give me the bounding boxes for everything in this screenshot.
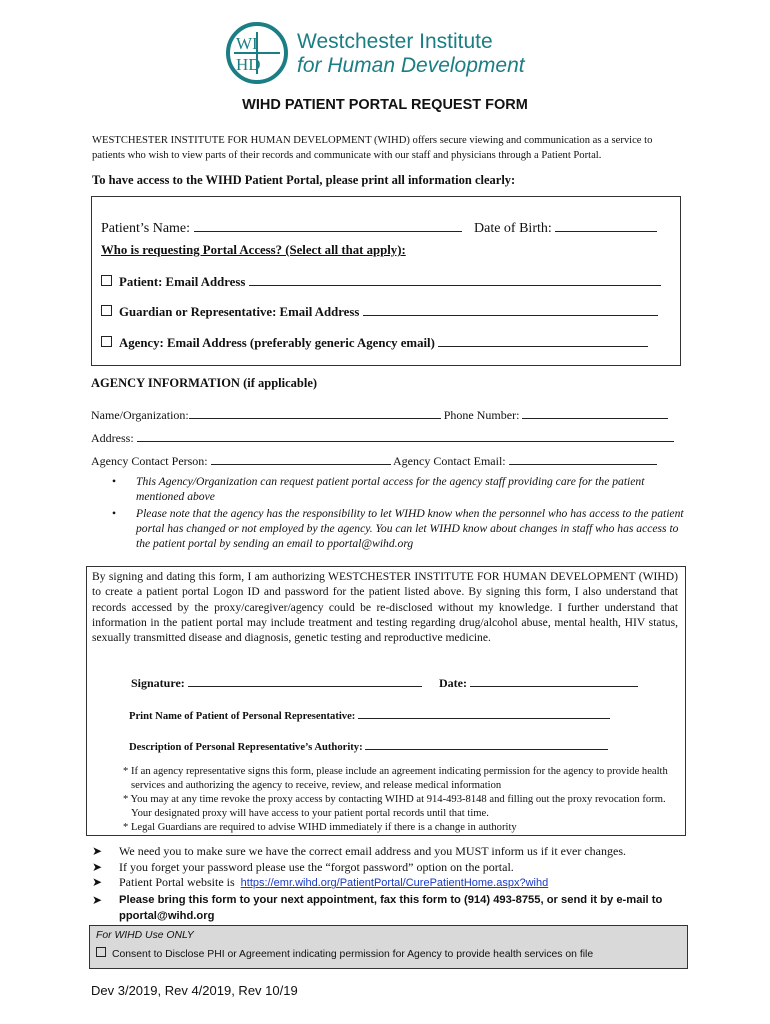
logo-name-line1: Westchester Institute (297, 30, 493, 53)
authority-field[interactable] (365, 737, 608, 750)
signature-row (131, 674, 422, 691)
guardian-email-field[interactable] (363, 303, 658, 316)
agency-contact-field[interactable] (211, 452, 391, 465)
note-bring-form: Please bring this form to your next appointment, fax this form to (914) 493-8755, or send it by e-mail to pportal@wihd.org (119, 894, 663, 923)
note-website-label: Patient Portal website is (119, 875, 235, 890)
bullet-icon: • (112, 475, 117, 488)
agency-notes (112, 474, 684, 551)
agency-phone-field[interactable] (522, 406, 668, 419)
bullet-icon: • (112, 507, 117, 520)
logo-monogram-bottom: HD (236, 55, 261, 74)
office-use-title: For WIHD Use ONLY (96, 930, 194, 941)
office-consent-checkbox[interactable] (96, 947, 106, 957)
form-title: WIHD PATIENT PORTAL REQUEST FORM (242, 97, 528, 113)
authority-label: Description of Personal Representative’s Authority: (129, 742, 363, 753)
arrow-bullet-icon: ➤ (92, 893, 103, 908)
agency-note-1: This Agency/Organization can request patient portal access for the agency staff providing care for the patient mentioned above (136, 475, 645, 503)
arrow-bullet-icon: ➤ (92, 875, 103, 890)
guardian-checkbox[interactable] (101, 305, 112, 316)
list-item (112, 506, 684, 551)
patient-name-row (101, 219, 462, 237)
patient-info-box (91, 196, 681, 366)
portal-website-link[interactable]: https://emr.wihd.org/PatientPortal/CurePatientHome.aspx?wihd (240, 877, 549, 890)
agency-checkbox[interactable] (101, 336, 112, 347)
consent-footnotes (123, 765, 683, 835)
list-item (112, 474, 684, 504)
agency-email-field[interactable] (438, 334, 648, 347)
office-use-item-label: Consent to Disclose PHI or Agreement indicating permission for Agency to provide health services on file (112, 949, 594, 960)
arrow-bullet-icon: ➤ (92, 844, 103, 858)
logo-emblem (226, 22, 290, 84)
date-row (439, 674, 638, 691)
print-name-row (129, 706, 610, 722)
print-name-field[interactable] (358, 706, 610, 719)
instruction-text: To have access to the WIHD Patient Portal, please print all information clearly: (92, 173, 516, 187)
intro-paragraph: WESTCHESTER INSTITUTE FOR HUMAN DEVELOPMENT (WIHD) offers secure viewing and communication as a service to patients who wish to view parts of their records and communicate with our staff and physicians through a Patient Portal. (92, 135, 653, 161)
list-item (92, 860, 692, 876)
dob-label: Date of Birth: (474, 221, 552, 236)
who-requesting-label: Who is requesting Portal Access? (Select all that apply): (101, 243, 406, 257)
consent-box (86, 566, 686, 836)
patient-name-label: Patient’s Name: (101, 221, 191, 236)
option-patient (101, 273, 661, 290)
agency-name-field[interactable] (189, 406, 441, 419)
dob-field[interactable] (555, 219, 657, 232)
agency-email-label: Agency Contact Email: (393, 454, 506, 468)
list-item (92, 844, 692, 860)
date-label: Date: (439, 676, 467, 690)
agency-name-label: Name/Organization: (91, 408, 189, 422)
option-agency (101, 334, 648, 351)
note-email-change: We need you to make sure we have the correct email address and you MUST inform us if it ever changes. (119, 844, 626, 858)
agency-contact-row (91, 452, 657, 469)
patient-checkbox[interactable] (101, 275, 112, 286)
date-field[interactable] (470, 674, 638, 687)
note-forgot-password: If you forget your password please use the “forgot password” option on the portal. (119, 859, 514, 874)
agency-heading: AGENCY INFORMATION (if applicable) (91, 376, 318, 390)
list-item (92, 875, 692, 892)
wihd-logo (226, 22, 546, 84)
revision-footer: Dev 3/2019, Rev 4/2019, Rev 10/19 (91, 983, 298, 998)
patient-email-field[interactable] (249, 273, 661, 286)
arrow-bullet-icon: ➤ (92, 859, 103, 874)
office-use-item (96, 947, 593, 960)
signature-field[interactable] (188, 674, 422, 687)
agency-address-field[interactable] (137, 429, 674, 442)
signature-label: Signature: (131, 676, 185, 690)
office-use-box (89, 925, 688, 969)
option-guardian-label: Guardian or Representative: Email Address (119, 305, 360, 319)
agency-address-label: Address: (91, 431, 134, 445)
authority-row (129, 737, 608, 753)
patient-name-field[interactable] (194, 219, 462, 232)
important-notes-list (92, 844, 692, 924)
agency-contact-label: Agency Contact Person: (91, 454, 208, 468)
footnote: * If an agency representative signs this form, please include an agreement indicating permission for the agency to provide health services and authorizing the agency to receive, review, and release medical information (123, 766, 668, 791)
agency-phone-label: Phone Number: (443, 408, 520, 422)
option-patient-label: Patient: Email Address (119, 275, 246, 289)
footnote: * Legal Guardians are required to advise WIHD immediately if there is a change in authority (123, 821, 517, 833)
logo-monogram-top: WI (236, 34, 258, 53)
footnote: * You may at any time revoke the proxy access by contacting WIHD at 914-493-8148 and filling out the proxy revocation form. Your designated proxy will have access to your patient portal records until that time. (123, 793, 666, 819)
consent-paragraph: By signing and dating this form, I am authorizing WESTCHESTER INSTITUTE FOR HUMAN DEVELOPMENT (WIHD) to create a patient portal Logon ID and password for the patient listed above. By signing this form, I also understand that records accessed by the proxy/caregiver/agency could be re-disclosed without my knowledge. I further understand that information in the patient portal may include treatment and testing regarding drug/alcohol abuse, mental health, HIV status, sexually transmitted disease and diagnosis, genetic testing and reproductive medicine. (92, 570, 678, 645)
logo-name-line2: for Human Development (297, 54, 525, 77)
option-agency-label: Agency: Email Address (preferably generic Agency email) (119, 336, 435, 350)
agency-name-row (91, 406, 668, 423)
dob-row (474, 219, 657, 237)
agency-contact-email-field[interactable] (509, 452, 657, 465)
agency-address-row (91, 429, 674, 446)
option-guardian (101, 303, 658, 320)
agency-note-2: Please note that the agency has the responsibility to let WIHD know when the personnel who has access to the patient portal has changed or not employed by the agency. You can let WIHD know about changes in staff who has access to the patient portal by sending an email to pportal@wihd.org (136, 507, 684, 550)
list-item (92, 892, 692, 924)
print-name-label: Print Name of Patient of Personal Representative: (129, 711, 356, 722)
